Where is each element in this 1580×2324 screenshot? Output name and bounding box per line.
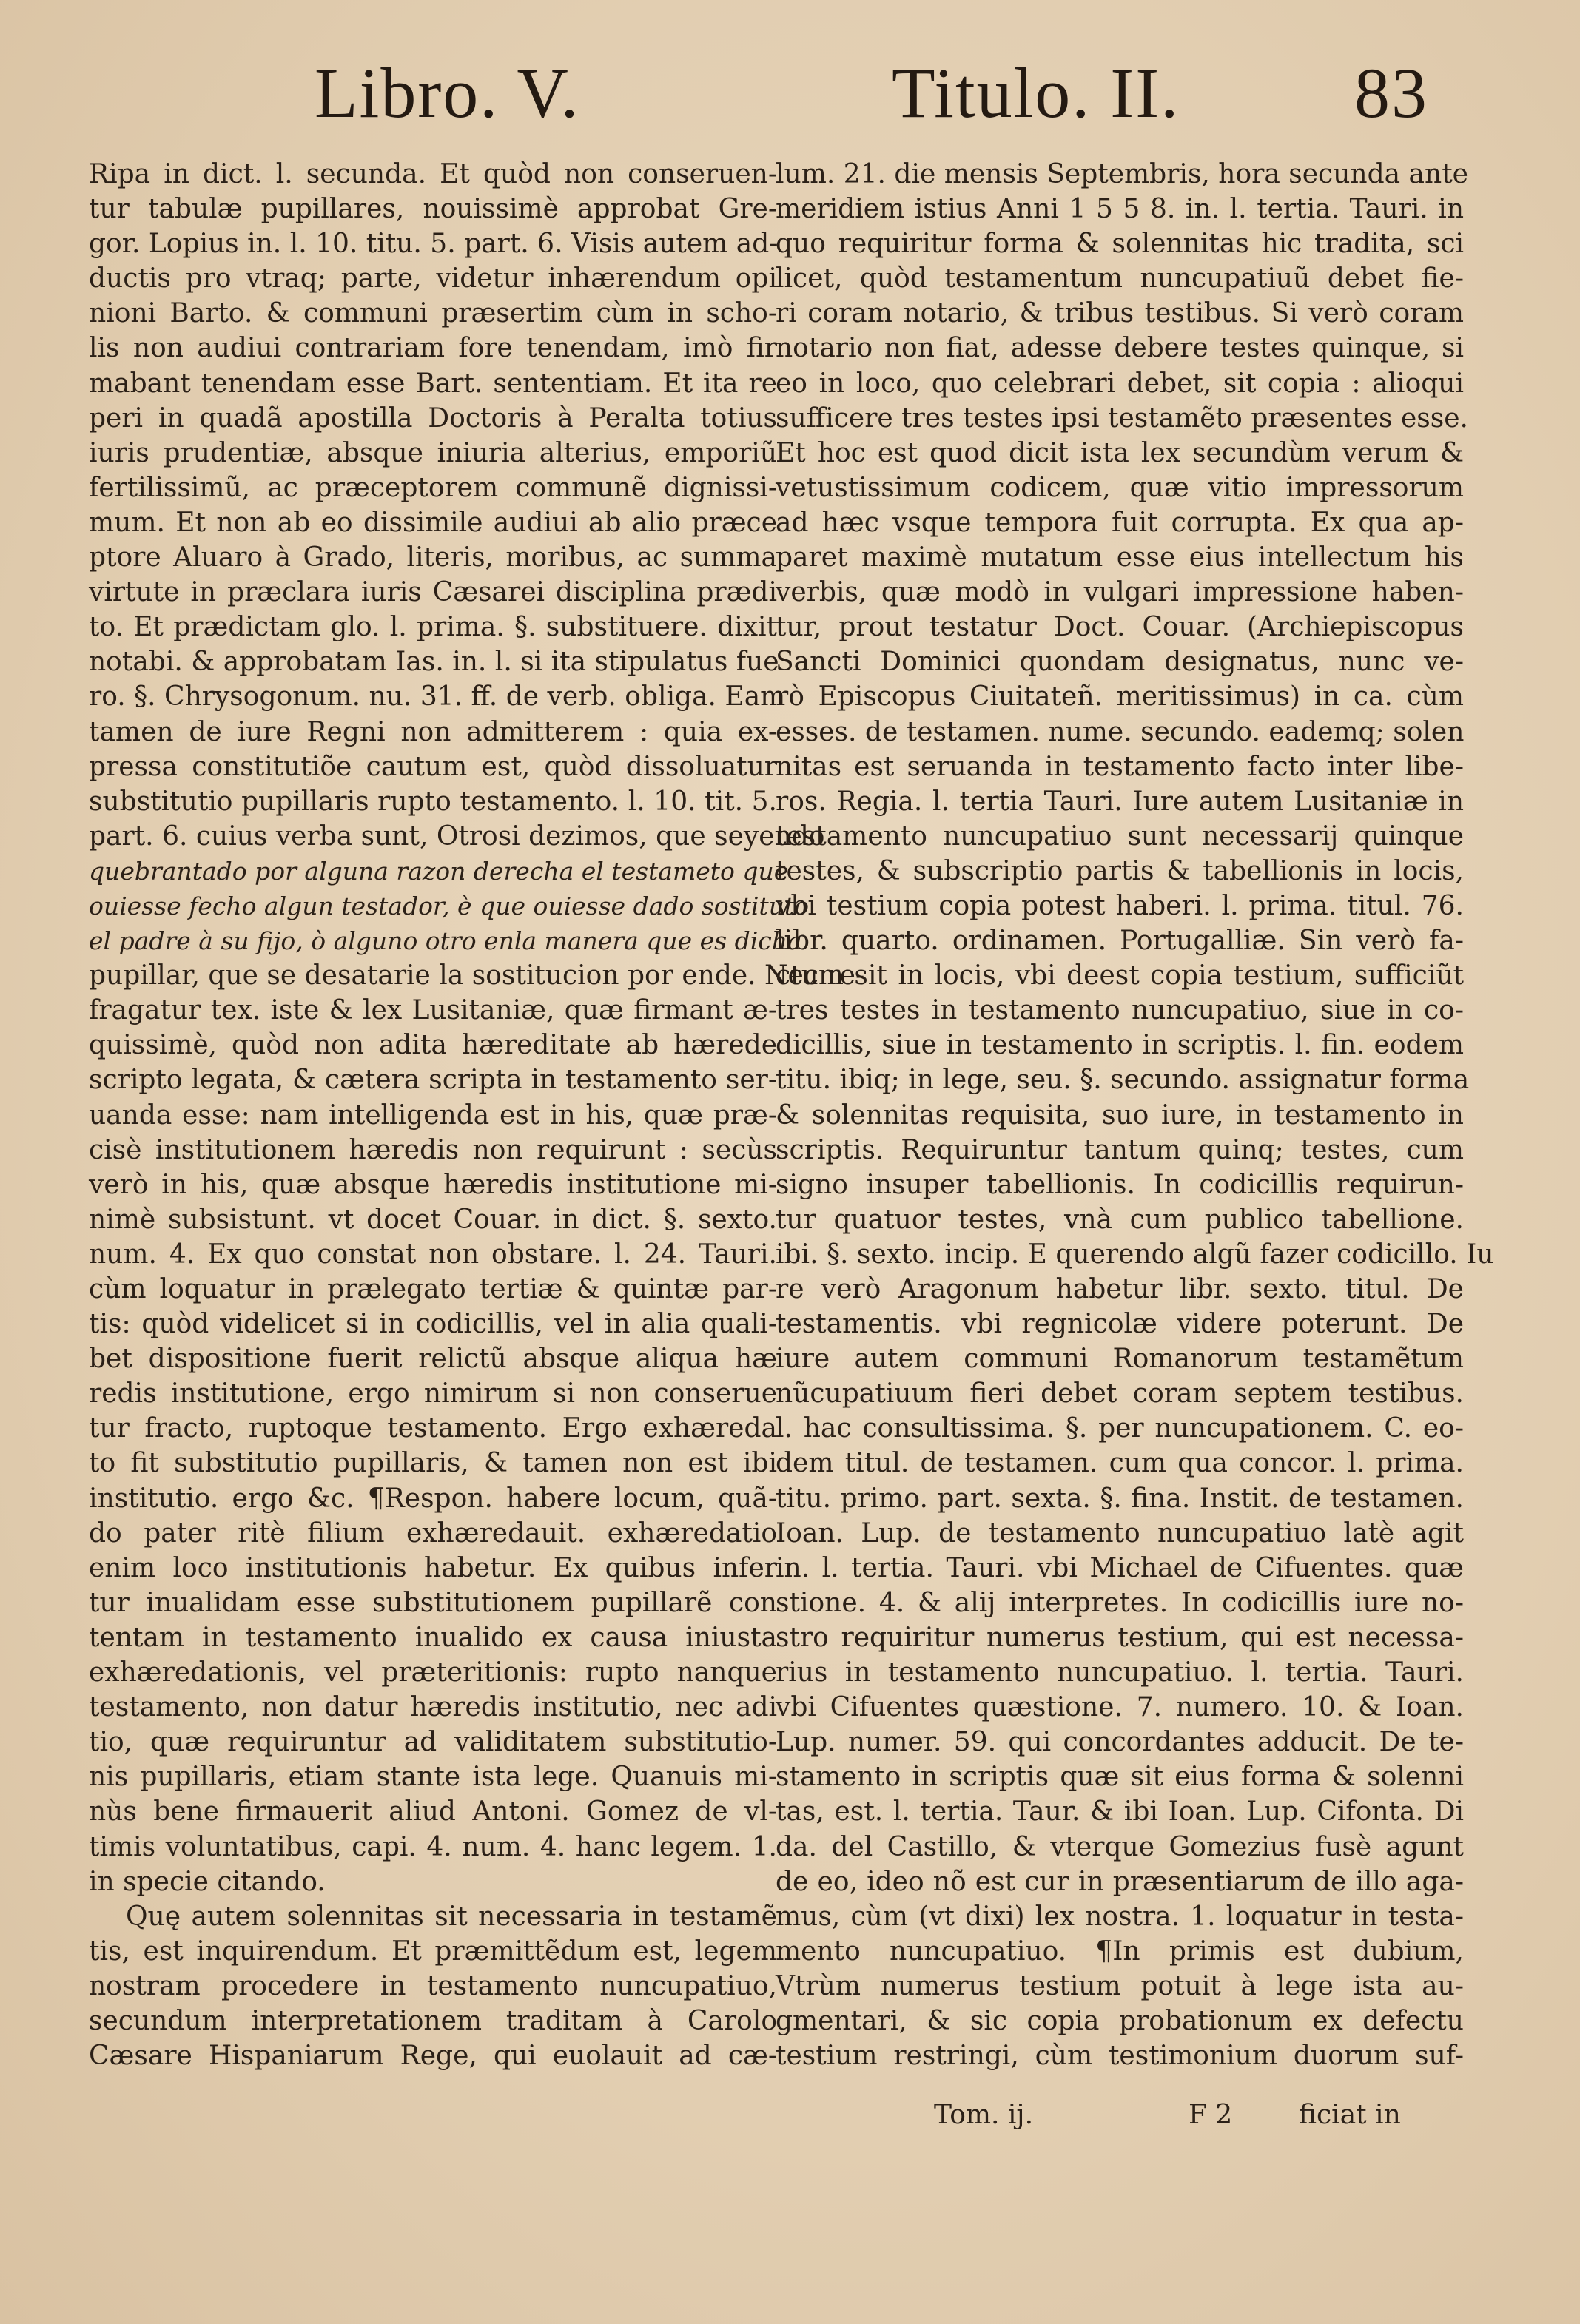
text-line: institutio. ergo &c. ¶Respon. habere locum, quã-	[89, 1483, 777, 1514]
catchword: ficiat in	[1299, 2100, 1401, 2130]
text-line: lum. 21. die mensis Septembris, hora secunda ante	[776, 159, 1468, 189]
text-line: ro. §. Chrysogonum. nu. 31. ff. de verb. obliga. Eam	[89, 681, 786, 713]
text-line: quebrantado por alguna razon derecha el testameto que	[89, 856, 789, 886]
text-line: redis institutione, ergo nimirum si non conserue	[89, 1378, 777, 1409]
text-line: libr. quarto. ordinamen. Portugalliæ. Sin verò fa-	[776, 926, 1464, 957]
text-line: notario non fiat, adesse debere testes quinque, si	[776, 333, 1464, 364]
text-line: tur, prout testatur Doct. Couar. (Archiepiscopus	[776, 612, 1464, 643]
text-line: nũcupatiuum fieri debet coram septem testibus.	[776, 1378, 1464, 1409]
text-line: scriptis. Requiruntur tantum quinq; testes, cum	[776, 1134, 1464, 1165]
text-line: testamentis. vbi regnicolæ videre poterunt. De	[776, 1309, 1464, 1340]
book-number: Libro. V.	[315, 53, 580, 132]
text-line: cisè institutionem hæredis non requirunt : secùs	[89, 1134, 777, 1165]
text-line: peri in quadã apostilla Doctoris à Peralta totius	[89, 403, 777, 434]
text-line: timis voluntatibus, capi. 4. num. 4. hanc legem. 1.	[89, 1831, 777, 1862]
text-line: da. del Castillo, & vterque Gomezius fusè agunt	[776, 1831, 1464, 1862]
text-line: do pater ritè filium exhæredauit. exhæredatio	[89, 1518, 777, 1549]
text-line: ri coram notario, & tribus testibus. Si verò coram	[776, 298, 1464, 329]
text-line: tentam in testamento inualido ex causa iniusta	[89, 1622, 777, 1653]
text-line: substitutio pupillaris rupto testamento. l. 10. tit. 5.	[89, 786, 777, 817]
text-line: quissimè, quòd non adita hæreditate ab hærede	[89, 1030, 777, 1061]
text-line: mento nuncupatiuo. ¶In primis est dubium,	[776, 1936, 1464, 1967]
text-line: dicillis, siue in testamento in scriptis. l. fin. eodem	[776, 1030, 1464, 1061]
text-line: iure autem communi Romanorum testamẽtum	[776, 1344, 1464, 1375]
text-line: ad hæc vsque tempora fuit corrupta. Ex qua ap-	[776, 507, 1464, 538]
text-line: fertilissimũ, ac præceptorem communẽ dignissi-	[89, 472, 777, 503]
text-line: l. hac consultissima. §. per nuncupationem. C. eo-	[776, 1413, 1464, 1444]
text-line: part. 6. cuius verba sunt, Otrosi dezimos, que seyendo	[89, 821, 825, 852]
text-line: iuris prudentiæ, absque iniuria alterius, emporiũ	[89, 437, 777, 468]
text-line: testium restringi, cùm testimonium duorum suf-	[776, 2041, 1464, 2072]
text-line: el padre à su fijo, ò alguno otro enla manera que es dicha	[89, 926, 802, 956]
text-line: quo requiritur forma & solennitas hic tradita, sci	[776, 229, 1464, 260]
text-line: nis pupillaris, etiam stante ista lege. Quanuis mi-	[89, 1762, 777, 1793]
text-line: in specie citando.	[89, 1866, 326, 1897]
text-line: ouiesse fecho algun testador, è que ouiesse dado sostituto	[89, 891, 810, 920]
text-line: exhæredationis, vel præteritionis: rupto nanque	[89, 1657, 777, 1688]
text-line: dem titul. de testamen. cum qua concor. l. prima.	[776, 1448, 1464, 1479]
text-line: titu. primo. part. sexta. §. fina. Instit. de testamen.	[776, 1483, 1464, 1514]
text-line: tas, est. l. tertia. Taur. & ibi Ioan. Lup. Cifonta. Di	[776, 1796, 1464, 1828]
text-line: virtute in præclara iuris Cæsarei disciplina prædi	[89, 577, 777, 608]
text-line: enim loco institutionis habetur. Ex quibus infer	[89, 1552, 777, 1583]
text-line: vbi Cifuentes quæstione. 7. numero. 10. & Ioan.	[776, 1692, 1464, 1723]
text-line: rò Episcopus Ciuitateñ. meritissimus) in ca. cùm	[776, 681, 1464, 713]
text-line: tis, est inquirendum. Et præmittẽdum est, legem	[89, 1936, 777, 1967]
text-line: nostram procedere in testamento nuncupatiuo,	[89, 1970, 777, 2001]
text-line: signo insuper tabellionis. In codicillis requirun-	[776, 1169, 1464, 1200]
text-line: vbi testium copia potest haberi. l. prima. titul. 76.	[776, 890, 1464, 921]
left-text-column	[89, 157, 865, 2073]
text-line: re verò Aragonum habetur libr. sexto. titul. De	[776, 1274, 1464, 1304]
text-line: lis non audiui contrariam fore tenendam, imò fir	[89, 333, 777, 364]
text-line: secundum interpretationem traditam à Carolo	[89, 2005, 777, 2036]
text-line: gor. Lopius in. l. 10. titu. 5. part. 6. Visis autem ad-	[89, 229, 779, 260]
text-line: eo in loco, quo celebrari debet, sit copia : alioqui	[776, 368, 1464, 399]
text-line: pupillar, que se desatarie la sostitucion por ende. Nec re-	[89, 960, 865, 991]
text-line: ros. Regia. l. tertia Tauri. Iure autem Lusitaniæ in	[776, 786, 1464, 817]
right-text-column	[776, 157, 1494, 2073]
text-line: pressa constitutiõe cautum est, quòd dissoluatur	[89, 751, 777, 782]
text-line: ductis pro vtraq; parte, videtur inhærendum opi	[89, 263, 777, 294]
text-line: tio, quæ requiruntur ad validitatem substitutio-	[89, 1727, 777, 1758]
text-line: gmentari, & sic copia probationum ex defectu	[776, 2005, 1464, 2036]
text-line: tur tabulæ pupillares, nouissimè approbat Gre-	[89, 194, 777, 225]
text-line: tur fracto, ruptoque testamento. Ergo exhæreda	[89, 1413, 777, 1444]
text-line: to fit substitutio pupillaris, & tamen non est ibi	[89, 1448, 777, 1479]
text-line: testes, & subscriptio partis & tabellionis in locis,	[776, 855, 1464, 886]
text-line: ptore Aluaro à Grado, literis, moribus, ac summa	[89, 542, 777, 573]
text-line: Lup. numer. 59. qui concordantes adducit. De te-	[776, 1727, 1464, 1758]
page-footer	[0, 2100, 1580, 2137]
text-line: esses. de testamen. nume. secundo. eademq; solen	[776, 716, 1465, 747]
text-line: Cæsare Hispaniarum Rege, qui euolauit ad cæ-	[89, 2041, 777, 2072]
text-line: rius in testamento nuncupatiuo. l. tertia. Tauri.	[776, 1657, 1464, 1688]
text-line: fragatur tex. iste & lex Lusitaniæ, quæ firmant æ-	[89, 995, 777, 1026]
text-line: testamento, non datur hæredis institutio, nec adi	[89, 1692, 777, 1723]
text-line: to. Et prædictam glo. l. prima. §. substituere. dixit	[89, 612, 777, 643]
running-header	[0, 52, 1580, 148]
text-line: nitas est seruanda in testamento facto inter libe-	[776, 751, 1464, 782]
text-line: num. 4. Ex quo constat non obstare. l. 24. Tauri.	[89, 1239, 777, 1270]
text-line: sufficere tres testes ipsi testamẽto præsentes esse.	[776, 403, 1468, 434]
text-line: Quę autem solennitas sit necessaria in testamẽ	[126, 1901, 777, 1932]
text-line: nimè subsistunt. vt docet Couar. in dict. §. sexto.	[89, 1204, 777, 1235]
text-line: mum. Et non ab eo dissimile audiui ab alio præce	[89, 507, 777, 538]
text-line: paret maximè mutatum esse eius intellectum his	[776, 542, 1464, 573]
title-number: Titulo. II.	[892, 53, 1180, 132]
text-line: Ioan. Lup. de testamento nuncupatiuo latè agit	[776, 1518, 1464, 1549]
text-line: licet, quòd testamentum nuncupatiuũ debet fie-	[776, 263, 1464, 294]
signature-mark: F 2	[1189, 2100, 1233, 2130]
text-line: nioni Barto. & communi præsertim cùm in scho-	[89, 298, 777, 329]
text-line: ibi. §. sexto. incip. E querendo algũ fazer codicillo. Iu	[776, 1239, 1494, 1270]
text-line: verò in his, quæ absque hæredis institutione mi-	[89, 1169, 777, 1200]
volume-mark: Tom. ij.	[934, 2100, 1034, 2130]
text-line: Vtrùm numerus testium potuit à lege ista au-	[776, 1970, 1464, 2001]
text-line: bet dispositione fuerit relictũ absque aliqua hæ	[89, 1344, 777, 1375]
text-line: vetustissimum codicem, quæ vitio impressorum	[776, 472, 1464, 503]
text-line: tis: quòd videlicet si in codicillis, vel in alia quali-	[89, 1309, 777, 1340]
text-line: Et hoc est quod dicit ista lex secundùm verum &	[776, 437, 1464, 468]
text-line: stro requiritur numerus testium, qui est necessa-	[776, 1622, 1464, 1653]
text-line: titu. ibiq; in lege, seu. §. secundo. assignatur forma	[776, 1065, 1470, 1096]
text-line: meridiem istius Anni 1 5 5 8. in. l. tertia. Tauri. in	[776, 194, 1464, 225]
folio-number: 83	[1354, 53, 1428, 132]
text-line: nùs bene firmauerit aliud Antoni. Gomez de vl-	[89, 1796, 777, 1828]
text-line: mabant tenendam esse Bart. sententiam. Et ita re	[89, 368, 777, 399]
text-line: mus, cùm (vt dixi) lex nostra. 1. loquatur in testa-	[776, 1901, 1464, 1932]
text-line: cùm loquatur in prælegato tertiæ & quintæ par-	[89, 1274, 777, 1304]
text-line: tres testes in testamento nuncupatiuo, siue in co-	[776, 995, 1464, 1026]
text-line: Ripa in dict. l. secunda. Et quòd non conseruen-	[89, 159, 777, 189]
text-line: ctum sit in locis, vbi deest copia testium, sufficiũt	[776, 960, 1464, 991]
text-line: testamento nuncupatiuo sunt necessarij quinque	[776, 821, 1464, 852]
text-line: notabi. & approbatam Ias. in. l. si ita stipulatus fue	[89, 647, 779, 678]
text-line: & solennitas requisita, suo iure, in testamento in	[776, 1099, 1464, 1131]
text-line: tur quatuor testes, vnà cum publico tabellione.	[776, 1204, 1464, 1235]
text-line: uanda esse: nam intelligenda est in his, quæ præ-	[89, 1099, 777, 1131]
text-line: tur inualidam esse substitutionem pupillarẽ con	[89, 1587, 777, 1618]
text-line: stamento in scriptis quæ sit eius forma & solenni	[776, 1762, 1464, 1793]
text-line: stione. 4. & alij interpretes. In codicillis iure no-	[776, 1587, 1464, 1618]
text-line: in. l. tertia. Tauri. vbi Michael de Cifuentes. quæ	[776, 1552, 1464, 1583]
text-line: Sancti Dominici quondam designatus, nunc ve-	[776, 647, 1464, 678]
text-line: tamen de iure Regni non admitterem : quia ex-	[89, 716, 777, 747]
text-line: de eo, ideo nõ est cur in præsentiarum de illo aga-	[776, 1866, 1464, 1897]
text-line: verbis, quæ modò in vulgari impressione haben-	[776, 577, 1464, 608]
text-line: scripto legata, & cætera scripta in testamento ser-	[89, 1065, 777, 1096]
